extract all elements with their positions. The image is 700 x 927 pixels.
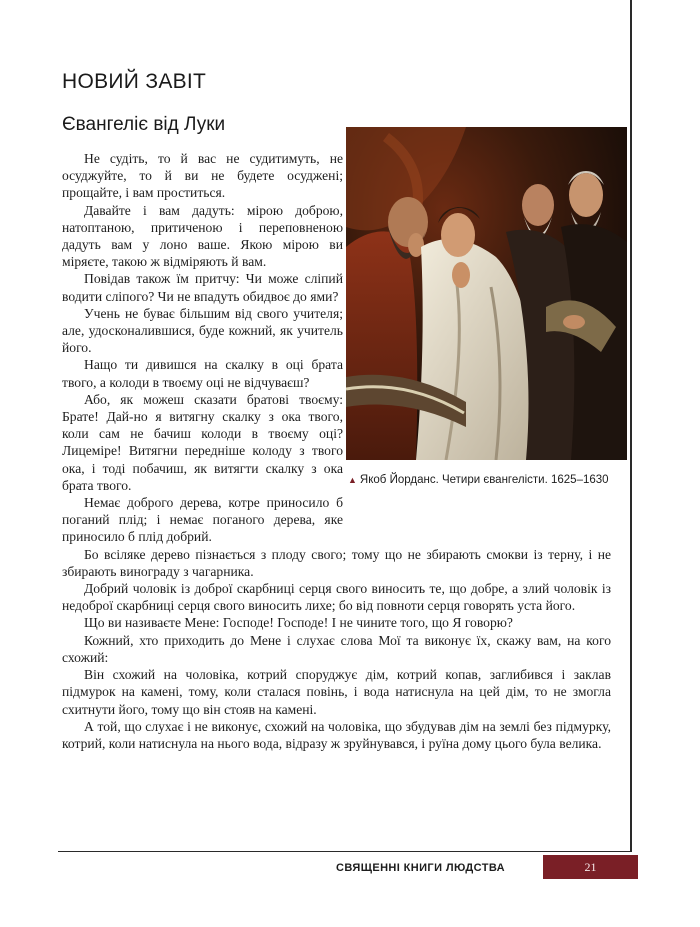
section-title: НОВИЙ ЗАВІТ (62, 70, 207, 93)
paragraph: Кожний, хто приходить до Мене і слухає слова Мої та виконує їх, скажу вам, на кого схожий: (62, 632, 611, 665)
paragraph: Нащо ти дивишся на скалку в оці брата твого, а колоди в твоєму оці не відчуваєш? (62, 357, 343, 390)
paragraph: Що ви називаєте Мене: Господе! Господе! І не чините того, що Я говорю? (84, 615, 513, 631)
paragraph: Або, як можеш сказати братові твоєму: Брате! Дай-но я витягну скалку з ока твого, коли сам не бачиш колоди в твоєму оці? Лицеміре! Витягни передніше колоду з твого ока, і тоді побачиш, як витягти скалку з ока брата твого. (62, 391, 343, 493)
paragraph: Бо всіляке дерево пізнається з плоду свого; тому що не збирають смокви із терну, і не збирають винограду з чагарника. (62, 546, 611, 579)
paragraph: Давайте і вам дадуть: мірою доброю, натоптаною, притиченою і переповненою дадуть вам у лоно ваше. Якою мірою ви міряєте, такою ж відміряють й вам. (62, 202, 343, 270)
figure-wrap-space (343, 150, 611, 516)
footer-label: СВЯЩЕННІ КНИГИ ЛЮДСТВА (336, 862, 505, 874)
scripture-text (62, 150, 611, 752)
paragraph: Повідав також їм притчу: Чи може сліпий водити сліпого? Чи не впадуть обидвоє до ями? (62, 271, 343, 304)
paragraph: Він схожий на чоловіка, котрий споруджує дім, котрий копав, заглибився і заклав підмурок на камені, тому, коли сталася повінь, і вода натиснула на цей дім, то не змогла схитнути його, тому що він стояв на камені. (62, 667, 611, 717)
paragraph: Немає доброго дерева, котре приносило б поганий плід; і немає поганого дерева, яке приносило б плід добрий. (62, 495, 343, 545)
paragraph: А той, що слухає і не виконує, схожий на чоловіка, що збудував дім на землі без підмурку, котрий, коли натиснула на нього вода, відразу ж зруйнувався, і руїна дому цього була велика. (62, 718, 611, 751)
caption-text: Якоб Йорданс. Четири євангелісти. 1625–1630 (359, 474, 609, 486)
subsection-title: Євангеліє від Луки (62, 114, 226, 135)
paragraph: Не судіть, то й вас не судитимуть, не осуджуйте, то й ви не будете осуджені; прощайте, і вам проститься. (62, 151, 343, 201)
footer-rule (58, 851, 632, 852)
paragraph: Учень не буває більшим від свого учителя; але, удосконалившися, буде кожний, як учитель його. (62, 305, 343, 356)
paragraph: Добрий чоловік із доброї скарбниці серця свого виносить те, що добре, а злий чоловік із недоброї скарбниці серця свого виносить лихе; бо від повноти серця говорять уста його. (62, 581, 611, 614)
vertical-rule (630, 0, 632, 851)
caption-triangle-icon: ▲ (348, 475, 357, 485)
page-number: 21 (543, 855, 638, 879)
